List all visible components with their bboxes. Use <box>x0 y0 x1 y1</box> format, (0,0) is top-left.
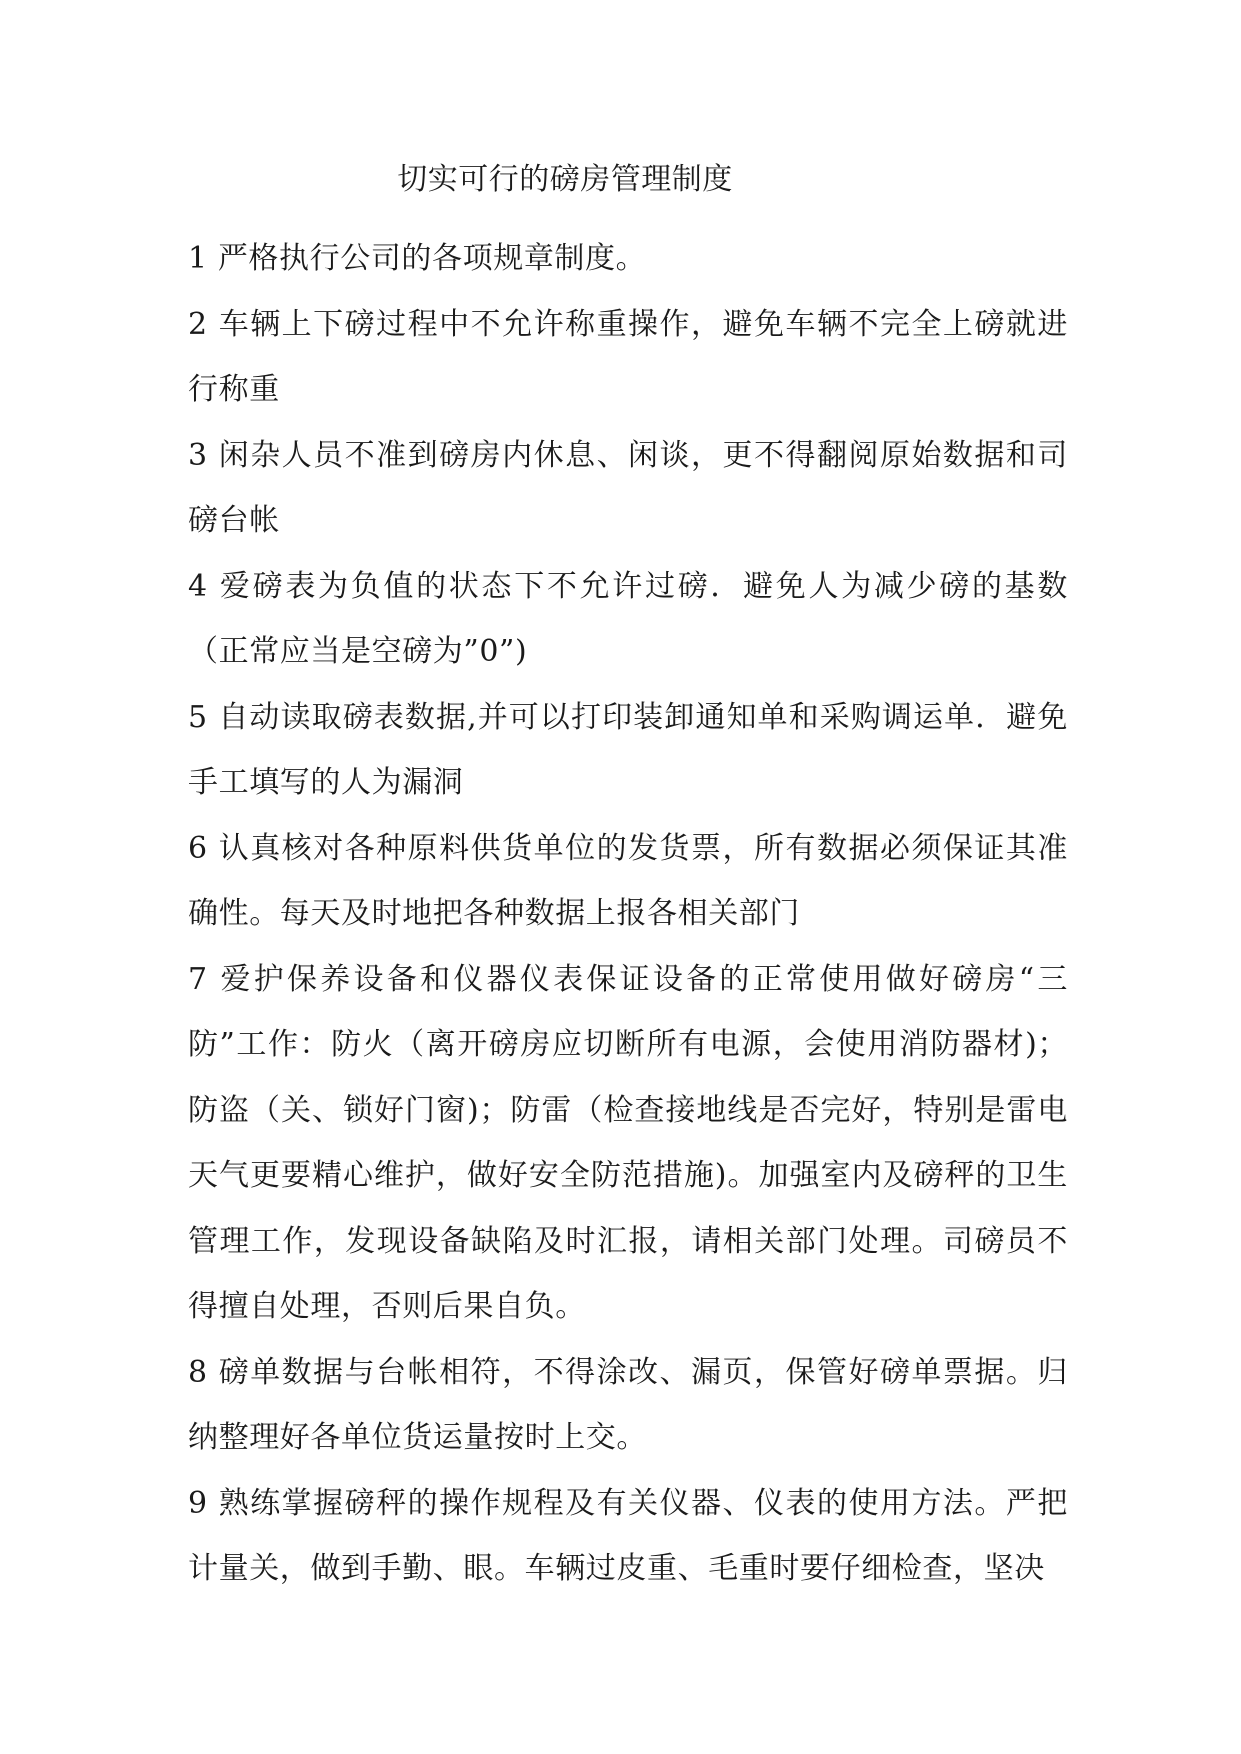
rule-paragraph-4: 4 爱磅表为负值的状态下不允许过磅．避免人为减少磅的基数（正常应当是空磅为”0”) <box>188 568 1068 669</box>
document-body <box>188 226 1068 1602</box>
page-title: 切实可行的磅房管理制度 <box>397 162 733 197</box>
rule-paragraph-5: 5 自动读取磅表数据,并可以打印装卸通知单和采购调运单．避免手工填写的人为漏洞 <box>188 699 1068 800</box>
rule-paragraph-1: 1 严格执行公司的各项规章制度。 <box>188 241 647 276</box>
rule-paragraph-6: 6 认真核对各种原料供货单位的发货票，所有数据必须保证其准确性。每天及时地把各种数据上报各相关部门 <box>188 830 1068 931</box>
rule-paragraph-2: 2 车辆上下磅过程中不允许称重操作，避免车辆不完全上磅就进行称重 <box>188 306 1068 407</box>
rule-paragraph-8: 8 磅单数据与台帐相符，不得涂改、漏页，保管好磅单票据。归纳整理好各单位货运量按时上交。 <box>188 1354 1068 1455</box>
rule-paragraph-3: 3 闲杂人员不准到磅房内休息、闲谈，更不得翻阅原始数据和司磅台帐 <box>188 437 1068 538</box>
rule-paragraph-9: 9 熟练掌握磅秤的操作规程及有关仪器、仪表的使用方法。严把计量关，做到手勤、眼。车辆过皮重、毛重时要仔细检查，坚决 <box>188 1485 1068 1586</box>
rule-paragraph-7: 7 爱护保养设备和仪器仪表保证设备的正常使用做好磅房“三防”工作：防火（离开磅房应切断所有电源，会使用消防器材)；防盗（关、锁好门窗)；防雷（检查接地线是否完好，特别是雷电天气更要精心维护，做好安全防范措施)。加强室内及磅秤的卫生管理工作，发现设备缺陷及时汇报，请相关部门处理。司磅员不得擅自处理，否则后果自负。 <box>188 961 1068 1324</box>
